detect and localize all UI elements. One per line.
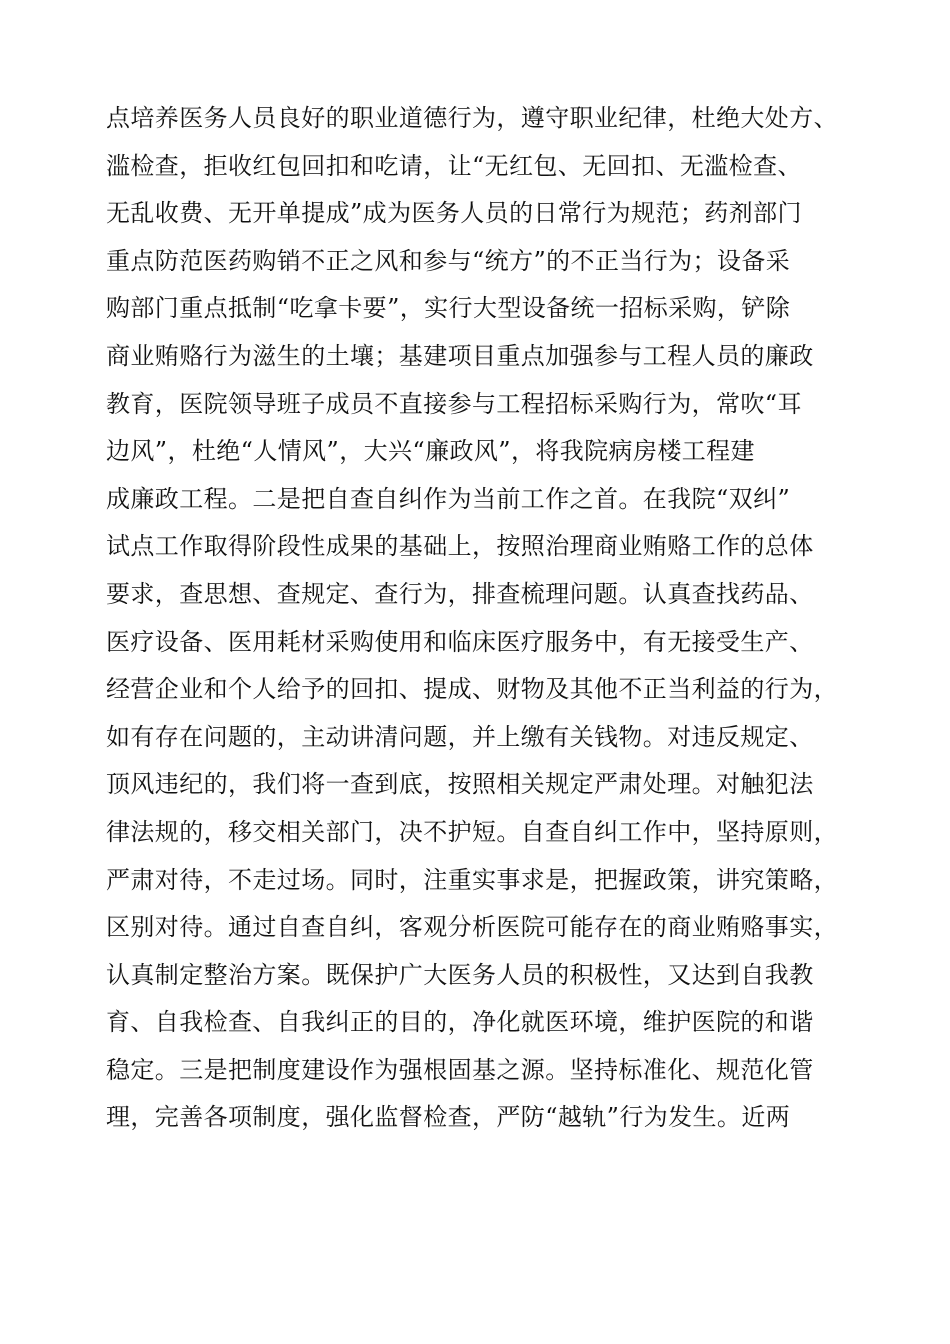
text-line: 认真制定整治方案。既保护广大医务人员的积极性，又达到自我教 <box>106 960 814 989</box>
text-line: 严肃对待，不走过场。同时，注重实事求是，把握政策，讲究策略， <box>106 865 838 894</box>
text-line: 稳定。三是把制度建设作为强根固基之源。坚持标准化、规范化管 <box>106 1055 814 1084</box>
text-line: 试点工作取得阶段性成果的基础上，按照治理商业贿赂工作的总体 <box>106 532 814 561</box>
text-line: 商业贿赂行为滋生的土壤；基建项目重点加强参与工程人员的廉政 <box>106 341 814 370</box>
text-line: 要求，查思想、查规定、查行为，排查梳理问题。认真查找药品、 <box>106 579 814 608</box>
text-line: 教育，医院领导班子成员不直接参与工程招标采购行为，常吹“耳 <box>106 389 802 418</box>
text-line: 重点防范医药购销不正之风和参与“统方”的不正当行为；设备采 <box>106 246 791 275</box>
text-line: 边风”，杜绝“人情风”，大兴“廉政风”，将我院病房楼工程建 <box>106 437 755 466</box>
text-line: 经营企业和个人给予的回扣、提成、财物及其他不正当利益的行为， <box>106 675 838 704</box>
text-line: 如有存在问题的，主动讲清问题，并上缴有关钱物。对违反规定、 <box>106 722 814 751</box>
text-line: 点培养医务人员良好的职业道德行为，遵守职业纪律，杜绝大处方、 <box>106 104 838 132</box>
text-line: 理，完善各项制度，强化监督检查，严防“越轨”行为发生。近两 <box>106 1103 791 1132</box>
text-line: 律法规的，移交相关部门，决不护短。自查自纠工作中，坚持原则， <box>106 817 838 846</box>
text-line: 滥检查，拒收红包回扣和吃请，让“无红包、无回扣、无滥检查、 <box>106 151 802 180</box>
text-line: 育、自我检查、自我纠正的目的，净化就医环境，维护医院的和谐 <box>106 1008 814 1037</box>
body-text <box>106 95 866 1142</box>
text-line: 无乱收费、无开单提成”成为医务人员的日常行为规范；药剂部门 <box>106 199 802 228</box>
text-line: 顶风违纪的，我们将一查到底，按照相关规定严肃处理。对触犯法 <box>106 770 814 799</box>
text-line: 医疗设备、医用耗材采购使用和临床医疗服务中，有无接受生产、 <box>106 627 814 656</box>
text-line: 区别对待。通过自查自纠，客观分析医院可能存在的商业贿赂事实， <box>106 913 838 942</box>
text-line: 购部门重点抵制“吃拿卡要”，实行大型设备统一招标采购，铲除 <box>106 294 791 323</box>
text-line: 成廉政工程。二是把自查自纠作为当前工作之首。在我院“双纠” <box>106 484 791 513</box>
